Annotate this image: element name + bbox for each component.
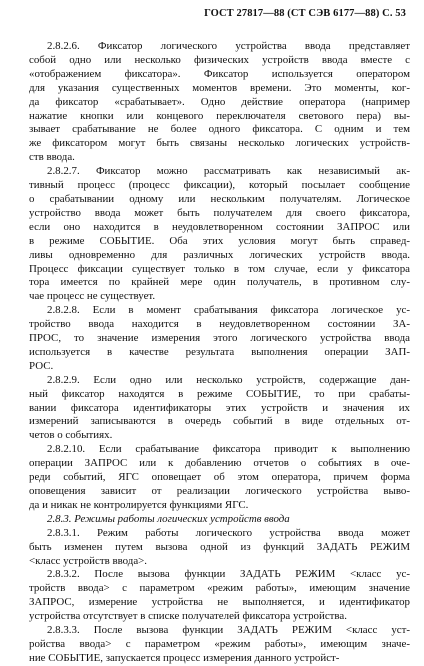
body-text: [29, 40, 410, 666]
text-line: тройств ввода> с параметром «режим работы», имеющим значение: [29, 582, 410, 595]
text-line: ЗАПРОС, измерение устройства не выполняется, и идентификатор: [29, 596, 410, 609]
page-header: [204, 8, 406, 19]
text-line: 2.8.2.9. Если одно или несколько устройств, содержащие дан-: [47, 373, 410, 386]
text-line: в режиме СОБЫТИЕ. Оба этих условия могут быть справед-: [29, 234, 410, 247]
text-line: о срабатывании одному или нескольким получателям. Логическое: [29, 192, 410, 205]
text-line: вании фиксатора идентификаторы этих устройств и значения их: [29, 401, 410, 414]
text-line: если оно находится в неудовлетворенном состоянии ЗАПРОС или: [29, 220, 410, 233]
text-line: «отображением фиксатора». Фиксатор используется оператором: [29, 67, 410, 80]
text-line: тивный процесс (процесс фиксации), который посылает сообщение: [29, 179, 410, 192]
text-line: же фиксатором могут быть связаны несколько логических устройств-: [29, 137, 410, 150]
text-line: устройство ввода может быть получателем для своего фиксатора,: [29, 206, 410, 219]
text-line: 2.8.3.1. Режим работы логического устройства ввода может: [47, 526, 410, 539]
text-line: оповещения зависит от реализации логического устройства выво-: [29, 485, 410, 497]
text-line: четов о событиях.: [29, 429, 113, 442]
text-line: РОС.: [29, 359, 54, 372]
text-line: измерений записываются в очередь событий в виде отдельных от-: [29, 415, 410, 428]
text-line: 2.8.2.7. Фиксатор можно рассматривать как независимый ак-: [47, 165, 410, 178]
page-number: 53: [395, 8, 406, 19]
text-line: устройства отсутствует в списке получателей фиксатора устройства.: [29, 610, 347, 623]
text-line: ройства ввода> с параметром «режим работы», имеющим значе-: [29, 637, 410, 650]
text-line: 2.8.2.6. Фиксатор логического устройства ввода представляет: [47, 40, 410, 52]
text-line: используется в качестве результата выполнения операции ЗАП-: [29, 345, 410, 358]
text-line: 2.8.2.10. Если срабатывание фиксатора приводит к выполнению: [47, 443, 410, 456]
text-line: собой одно или несколько физических устройств ввода вместе с: [29, 53, 410, 66]
text-line: для указания существенных моментов времени. Это моменты, ког-: [29, 81, 410, 94]
header-standard: ГОСТ 27817—88 (СТ СЭВ 6177—88) С.: [204, 8, 393, 19]
text-line: ние СОБЫТИЕ, запускается процесс измерения данного устройст-: [29, 651, 340, 664]
text-line: ПРОС, то значение измерения этого логического устройства ввода: [29, 332, 410, 345]
text-line: зывает срабатывание не более одного фиксатора. С одним и тем: [29, 123, 410, 136]
text-line: операции ЗАПРОС или к добавлению отчетов о событиях в оче-: [29, 457, 410, 470]
text-line: <класс устройств ввода>.: [29, 554, 148, 567]
text-line: чае процесс не существует.: [29, 290, 156, 303]
text-line: быть изменен путем вызова одной из функций ЗАДАТЬ РЕЖИМ: [29, 540, 410, 553]
text-line: нажатие кнопки или концевого переключателя светового пера) вы-: [29, 109, 410, 122]
text-line: реди событий, ЯГС оповещает об этом оператора, причем форма: [29, 471, 410, 484]
text-line: тройство ввода находится в неудовлетворенном состоянии ЗА-: [29, 318, 410, 331]
text-line: ств ввода.: [29, 151, 75, 164]
text-line: да и никак не контролируется функциями ЯГС.: [29, 498, 249, 511]
text-line: 2.8.2.8. Если в момент срабатывания фиксатора логическое ус-: [47, 304, 410, 317]
text-line: тора имеется по крайней мере один получатель, в противном слу-: [29, 276, 410, 289]
text-line: 2.8.3.2. После вызова функции ЗАДАТЬ РЕЖИМ <класс ус-: [47, 568, 410, 581]
text-line: ный фиксатор находятся в режиме СОБЫТИЕ, то при срабаты-: [29, 387, 410, 400]
text-line: 2.8.3. Режимы работы логических устройств ввода: [47, 512, 290, 525]
text-line: 2.8.3.3. После вызова функции ЗАДАТЬ РЕЖИМ <класс уст-: [47, 624, 410, 637]
text-line: Процесс фиксации существует только в том случае, если у фиксатора: [29, 262, 410, 275]
text-line: да фиксатор «срабатывает». Одно действие оператора (например: [29, 95, 410, 108]
text-line: ливы одновременно для различных логических устройств ввода.: [29, 248, 410, 261]
